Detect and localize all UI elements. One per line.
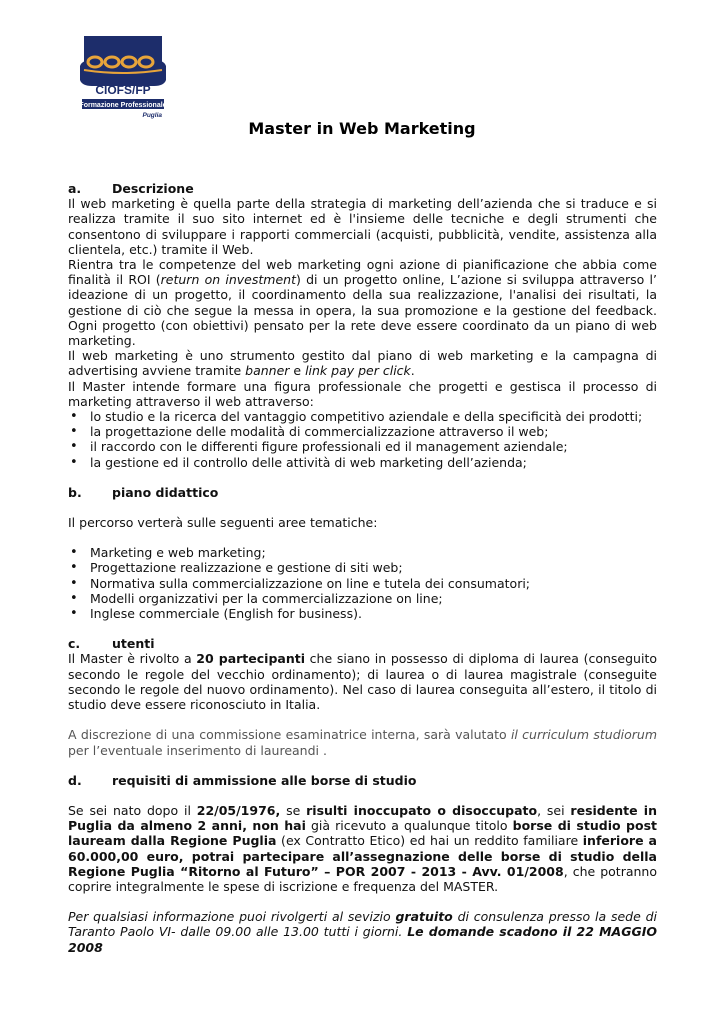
section-a-heading [68, 181, 657, 196]
section-a-letter: a. [68, 181, 82, 196]
section-d-heading [68, 773, 657, 788]
ciofs-fp-logo [78, 36, 168, 120]
section-b-title: piano didattico [112, 484, 219, 500]
logo-sub-text: Puglia [142, 112, 162, 119]
page-title: Master in Web Marketing [248, 119, 476, 138]
section-a-title: Descrizione [112, 181, 194, 196]
section-c-title: utenti [112, 636, 155, 652]
section-b-list [68, 545, 657, 621]
section-a-paragraph-2: Rientra tra le competenze del web marketing ogni azione di pianificazione che abbia come finalità il ROI (return on investment) di un progetto online, L’azione si sviluppa attraverso l’ ideazione di un progetto, il coordinamento della sua realizzazione, l'analisi dei risultati, la gestione di ciò che segue la messa in opera, la sua promozione e la gestione del feedback. Ogni progetto (con obiettivi) pensato per la rete deve essere coordinato da un piano di web marketing. [68, 257, 657, 349]
section-c-paragraph-2: A discrezione di una commissione esaminatrice interna, sarà valutato il curriculum studiorum per l’eventuale inserimento di laureandi . [68, 727, 657, 758]
section-d-title: requisiti di ammissione alle borse di studio [112, 772, 417, 788]
list-item: • Modelli organizzativi per la commercializzazione on line; [68, 591, 657, 606]
section-c-letter: c. [68, 636, 81, 652]
logo-band-text: Formazione Professionale [79, 102, 167, 109]
document-body [68, 181, 657, 955]
logo-main-text: CIOFS/FP [95, 83, 151, 97]
list-item: • Progettazione realizzazione e gestione di siti web; [68, 560, 657, 575]
section-a-list [68, 409, 657, 470]
list-item: • Inglese commerciale (English for business). [68, 606, 657, 621]
list-item: • Marketing e web marketing; [68, 545, 657, 560]
section-b-letter: b. [68, 484, 82, 500]
section-a-paragraph-4: Il Master intende formare una figura professionale che progetti e gestisca il processo di marketing attraverso il web attraverso: [68, 378, 657, 409]
logo-graphic [78, 36, 168, 120]
list-item: • il raccordo con le differenti figure professionali ed il management aziendale; [68, 439, 657, 454]
section-b-heading [68, 485, 657, 500]
section-d-paragraph-1: Se sei nato dopo il 22/05/1976, se risulti inoccupato o disoccupato, sei residente in Puglia da almeno 2 anni, non hai già ricevuto a qualunque titolo borse di studio post lauream dalla Regione Puglia (ex Contratto Etico) ed hai un reddito familiare inferiore a 60.000,00 euro, potrai partecipare all’assegnazione delle borse di studio della Regione Puglia “Ritorno al Futuro” – POR 2007 - 2013 - Avv. 01/2008, che potranno coprire integralmente le spese di iscrizione e frequenza del MASTER. [68, 802, 658, 894]
section-b-intro: Il percorso verterà sulle seguenti aree tematiche: [68, 515, 378, 531]
list-item: • la gestione ed il controllo delle attività di web marketing dell’azienda; [68, 455, 657, 470]
list-item: • la progettazione delle modalità di commercializzazione attraverso il web; [68, 424, 657, 439]
section-a-paragraph-1: Il web marketing è quella parte della strategia di marketing dell’azienda che si traduce e si realizza tramite il suo sito internet ed è l'insieme delle tecniche e degli strumenti che consentono di sviluppare i rapporti commerciali (acquisti, pubblicità, vendite, assistenza alla clientela, etc.) tramite il Web. [68, 196, 657, 257]
list-item: • Normativa sulla commercializzazione on line e tutela dei consumatori; [68, 576, 657, 591]
list-item: • lo studio e la ricerca del vantaggio competitivo aziendale e della specificità dei prodotti; [68, 409, 657, 424]
section-a-paragraph-3: Il web marketing è uno strumento gestito dal piano di web marketing e la campagna di advertising avviene tramite banner e link pay per click. [68, 348, 657, 379]
section-d-letter: d. [68, 772, 82, 788]
deadline-text: Le domande scadono il 22 MAGGIO 2008 [68, 924, 658, 955]
section-c-paragraph-1: Il Master è rivolto a 20 partecipanti che siano in possesso di diploma di laurea (conseguito secondo le regole del vecchio ordinamento); di laurea o di laurea magistrale (conseguite secondo le regole del nuovo ordinamento). Nel caso di laurea conseguita all’estero, il titolo di studio deve essere riconosciuto in Italia. [68, 651, 657, 713]
section-d-info: Per qualsiasi informazione puoi rivolgerti al sevizio gratuito di consulenza presso la sede di Taranto Paolo VI- dalle 09.00 alle 13.00 tutti i giorni. Le domande scadono il 22 MAGGIO 2008 [68, 909, 658, 955]
section-c-heading [68, 636, 657, 651]
